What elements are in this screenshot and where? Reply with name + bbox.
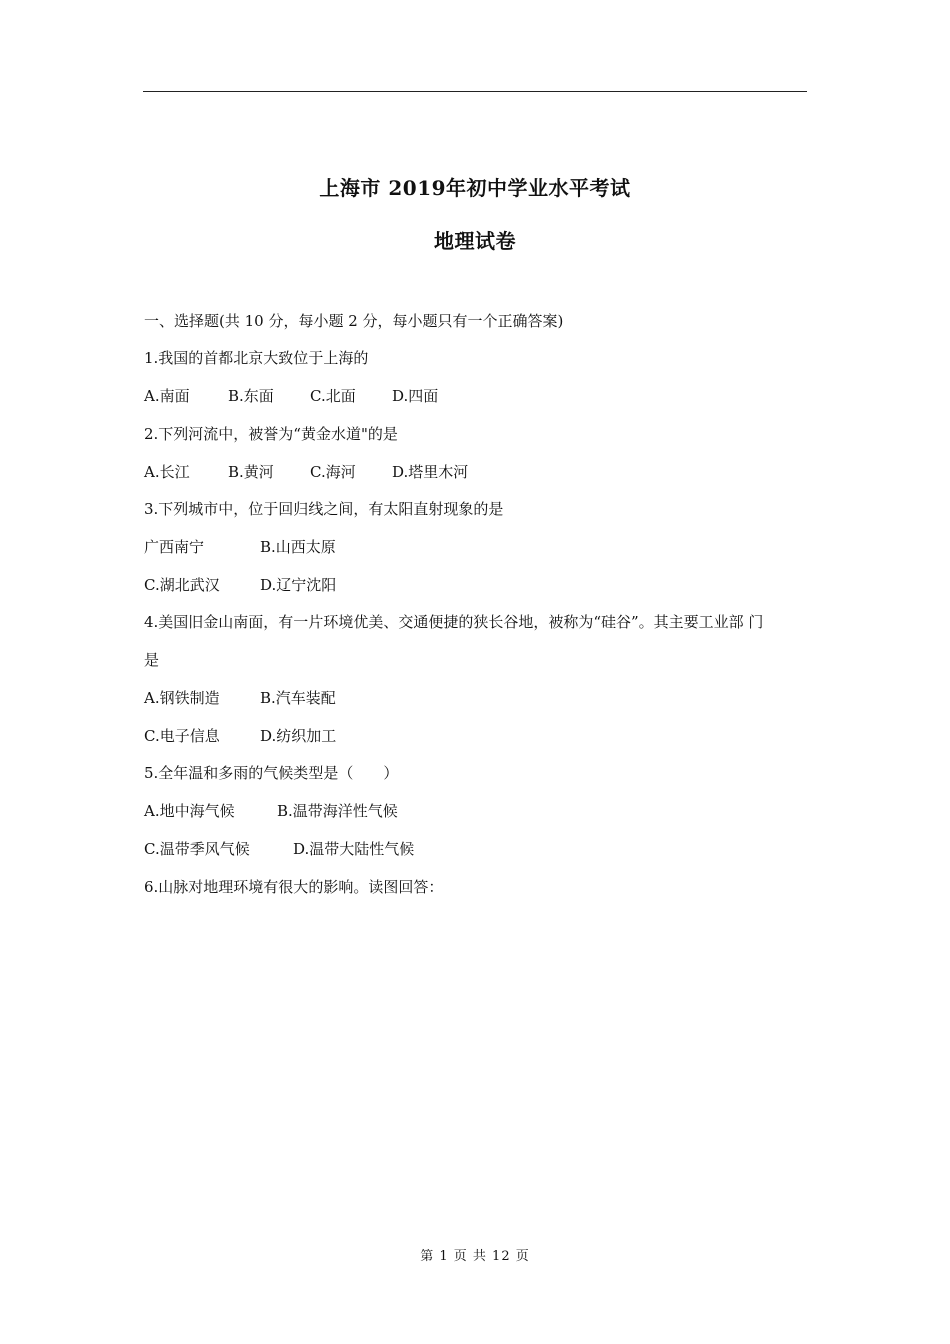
question-3-options-row-2 <box>144 575 336 595</box>
question-6-stem: 6.山脉对地理环境有很大的影响。读图回答： <box>144 878 444 896</box>
question-3-option-a: 广西南宁 <box>144 538 205 556</box>
question-2-options <box>144 462 468 482</box>
question-5-option-d: D.温带大陆性气候 <box>293 840 415 858</box>
question-1-option-a: A.南面 <box>144 387 190 405</box>
question-3-stem: 3.下列城市中，位于回归线之间，有太阳直射现象的是 <box>144 500 504 518</box>
question-5-option-c: C.温带季风气候 <box>144 840 250 858</box>
question-4-option-a: A.钢铁制造 <box>144 689 220 707</box>
question-4-option-b: B.汽车装配 <box>260 689 336 707</box>
question-2-option-d: D.塔里木河 <box>392 463 469 481</box>
header-rule <box>143 91 807 92</box>
question-1-options <box>144 386 438 406</box>
question-3-option-c: C.湖北武汉 <box>144 576 220 594</box>
exam-title: 上海市 2019年初中学业水平考试 <box>319 176 631 200</box>
exam-subtitle: 地理试卷 <box>434 229 516 253</box>
question-2-option-b: B.黄河 <box>228 463 274 481</box>
question-1-stem: 1.我国的首都北京大致位于上海的 <box>144 349 369 367</box>
question-4-options-row-1 <box>144 688 336 708</box>
question-4-stem-line-2: 是 <box>144 651 160 669</box>
question-2-option-c: C.海河 <box>310 463 356 481</box>
section-heading: 一、选择题(共 10 分，每小题 2 分，每小题只有一个正确答案) <box>144 312 564 330</box>
question-4-option-d: D.纺织加工 <box>260 727 337 745</box>
question-1-option-b: B.东面 <box>228 387 274 405</box>
question-5-options-row-2 <box>144 839 414 859</box>
question-3-option-b: B.山西太原 <box>260 538 336 556</box>
question-5-option-b: B.温带海洋性气候 <box>277 802 398 820</box>
question-5-stem: 5.全年温和多雨的气候类型是（ ） <box>144 764 399 782</box>
question-5-option-a: A.地中海气候 <box>144 802 235 820</box>
question-1-option-d: D.四面 <box>392 387 439 405</box>
question-1-option-c: C.北面 <box>310 387 356 405</box>
question-4-options-row-2 <box>144 726 336 746</box>
page-footer: 第 1 页 共 12 页 <box>420 1249 530 1264</box>
question-2-stem: 2.下列河流中，被誉为“黄金水道"的是 <box>144 425 398 443</box>
question-5-options-row-1 <box>144 801 398 821</box>
question-2-option-a: A.长江 <box>144 463 190 481</box>
question-3-options-row-1 <box>144 537 336 557</box>
question-4-stem-line-1: 4.美国旧金山南面，有一片环境优美、交通便捷的狭长谷地，被称为“硅谷”。其主要工业部 门 <box>144 613 764 631</box>
question-4-option-c: C.电子信息 <box>144 727 220 745</box>
question-3-option-d: D.辽宁沈阳 <box>260 576 337 594</box>
